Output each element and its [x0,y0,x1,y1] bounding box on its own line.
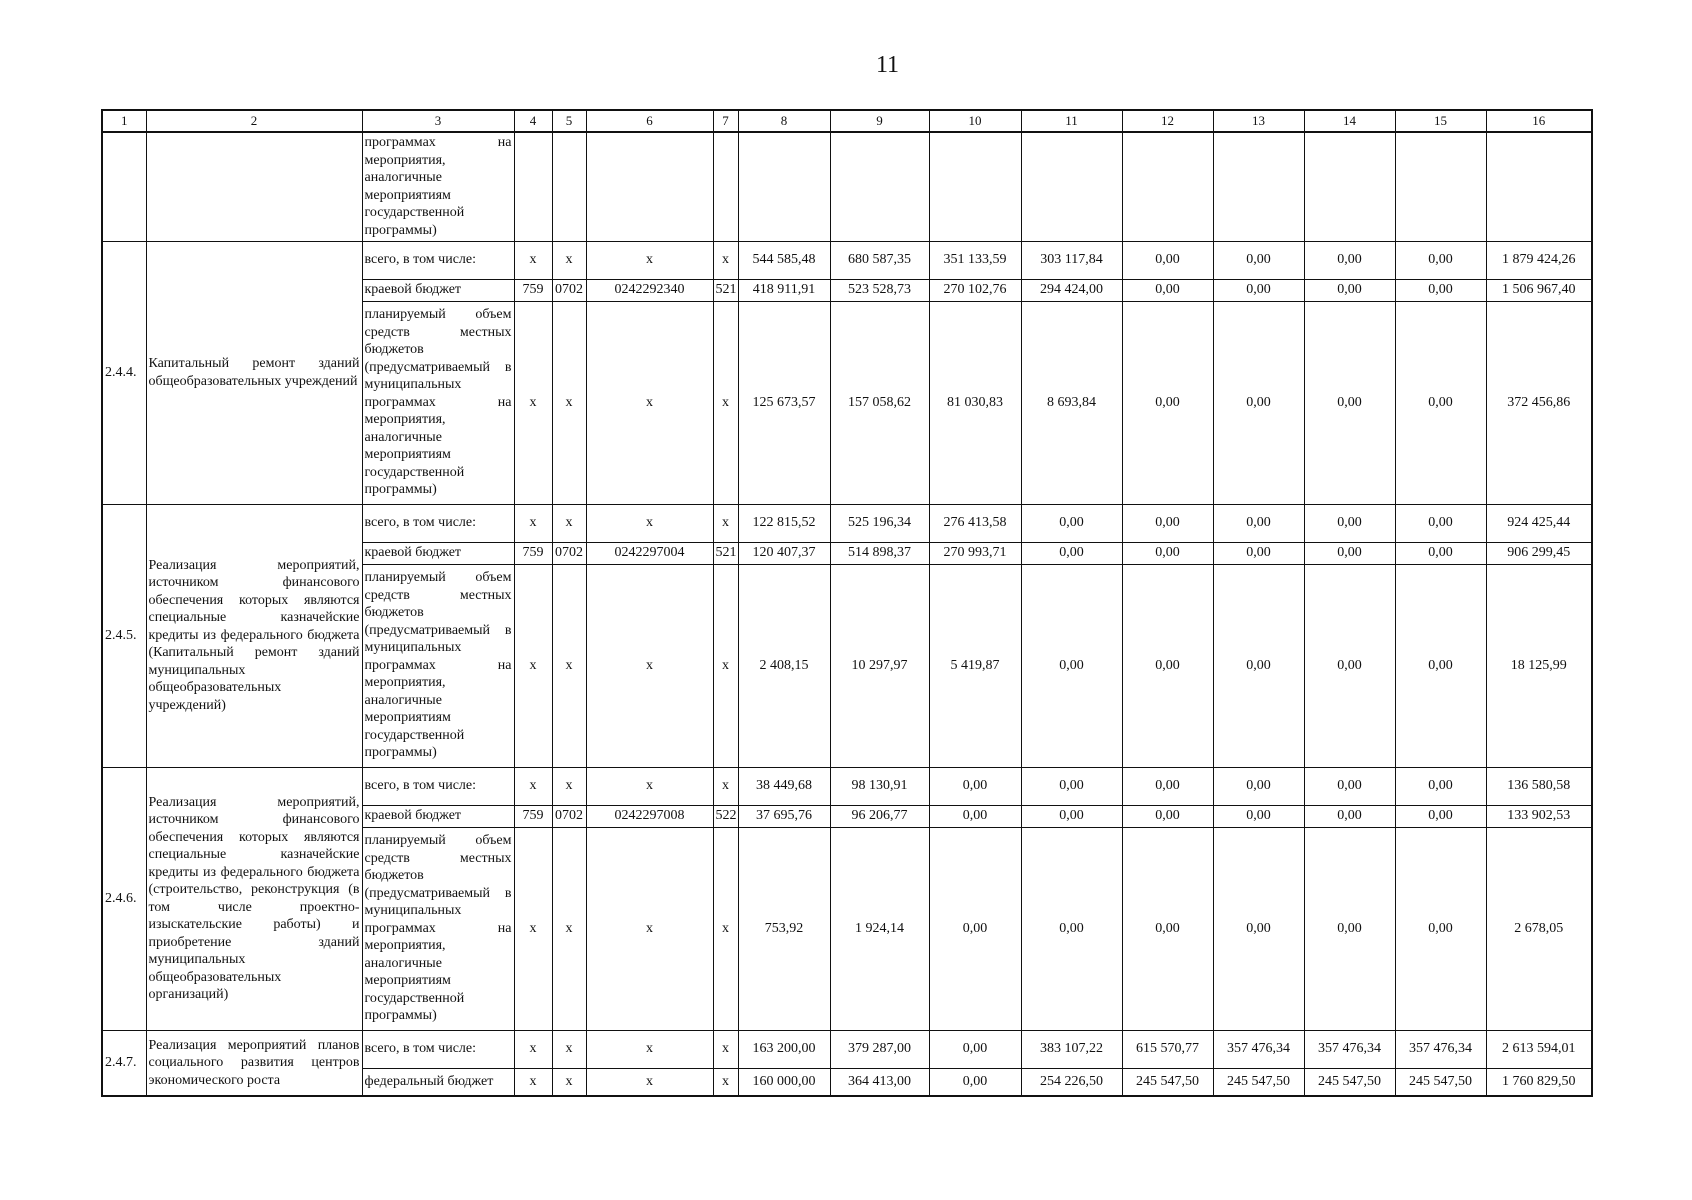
amount-cell: 0,00 [929,805,1021,827]
cell [713,132,738,241]
amount-cell: 0,00 [1213,564,1304,767]
amount-cell: 276 413,58 [929,504,1021,542]
amount-cell: 0,00 [1122,827,1213,1030]
expense-type-cell: х [713,301,738,504]
expense-type-cell: х [713,1068,738,1096]
amount-cell: 0,00 [1395,279,1486,301]
amount-cell: 0,00 [1122,564,1213,767]
funding-source-cell: программах на мероприятия, аналогичные мероприятиям государственной программы) [362,132,514,241]
item-name: Реализация мероприятий, источником финансового обеспечения которых являются специальные казначейские кредиты из федерального бюджета (Капитальный ремонт зданий муниципальных общеобразовательных учреждений) [146,504,362,767]
cell [1395,132,1486,241]
amount-cell: 0,00 [929,827,1021,1030]
item-code: 2.4.6. [102,767,146,1030]
target-article-cell: х [586,827,713,1030]
amount-cell: 0,00 [1021,805,1122,827]
item-name: Капитальный ремонт зданий общеобразовательных учреждений [146,241,362,504]
amount-cell: 0,00 [1395,301,1486,504]
amount-cell: 2 408,15 [738,564,830,767]
amount-cell: 81 030,83 [929,301,1021,504]
amount-cell: 18 125,99 [1486,564,1592,767]
expense-type-cell: х [713,241,738,279]
page-number: 11 [875,52,900,78]
amount-cell: 245 547,50 [1304,1068,1395,1096]
amount-cell: 245 547,50 [1122,1068,1213,1096]
funding-source-cell: всего, в том числе: [362,767,514,805]
amount-cell: 0,00 [1122,805,1213,827]
expense-type-cell: х [713,504,738,542]
amount-cell: 294 424,00 [1021,279,1122,301]
expense-type-cell: 521 [713,279,738,301]
budget-table [101,109,1593,1097]
funding-source-cell: всего, в том числе: [362,1030,514,1068]
amount-cell: 525 196,34 [830,504,929,542]
column-number-header: 13 [1213,110,1304,132]
amount-cell: 0,00 [1213,542,1304,564]
column-number-row [102,110,1592,132]
amount-cell: 303 117,84 [1021,241,1122,279]
amount-cell: 245 547,50 [1395,1068,1486,1096]
amount-cell: 372 456,86 [1486,301,1592,504]
amount-cell: 383 107,22 [1021,1030,1122,1068]
amount-cell: 270 993,71 [929,542,1021,564]
amount-cell: 0,00 [1213,241,1304,279]
expense-type-cell: х [713,827,738,1030]
target-article-cell: х [586,504,713,542]
grbs-cell: 759 [514,542,552,564]
column-number-header: 11 [1021,110,1122,132]
amount-cell: 0,00 [929,1030,1021,1068]
cell [1304,132,1395,241]
cell [1213,132,1304,241]
target-article-cell: 0242292340 [586,279,713,301]
amount-cell: 0,00 [1213,504,1304,542]
section-code-cell: х [552,827,586,1030]
amount-cell: 0,00 [929,1068,1021,1096]
section-code-cell: х [552,1068,586,1096]
item-code: 2.4.7. [102,1030,146,1096]
amount-cell: 0,00 [1213,279,1304,301]
amount-cell: 0,00 [1395,827,1486,1030]
amount-cell: 245 547,50 [1213,1068,1304,1096]
amount-cell: 0,00 [1395,542,1486,564]
column-number-header: 2 [146,110,362,132]
column-number-header: 16 [1486,110,1592,132]
amount-cell: 0,00 [1122,504,1213,542]
amount-cell: 8 693,84 [1021,301,1122,504]
amount-cell: 122 815,52 [738,504,830,542]
amount-cell: 157 058,62 [830,301,929,504]
amount-cell: 615 570,77 [1122,1030,1213,1068]
amount-cell: 0,00 [1395,504,1486,542]
funding-source-cell: планируемый объем средств местных бюджетов (предусматриваемый в муниципальных программах на мероприятия, аналогичные мероприятиям государственной программы) [362,564,514,767]
cell [586,132,713,241]
column-number-header: 14 [1304,110,1395,132]
amount-cell: 0,00 [1304,279,1395,301]
item-code: 2.4.5. [102,504,146,767]
continuation-row [102,132,1592,241]
amount-cell: 37 695,76 [738,805,830,827]
grbs-cell: х [514,301,552,504]
amount-cell: 160 000,00 [738,1068,830,1096]
amount-cell: 0,00 [1122,542,1213,564]
funding-source-cell: планируемый объем средств местных бюджетов (предусматриваемый в муниципальных программах на мероприятия, аналогичные мероприятиям государственной программы) [362,827,514,1030]
column-number-header: 6 [586,110,713,132]
amount-cell: 125 673,57 [738,301,830,504]
target-article-cell: х [586,301,713,504]
funding-source-cell: всего, в том числе: [362,504,514,542]
amount-cell: 0,00 [1304,301,1395,504]
cell [514,132,552,241]
amount-cell: 0,00 [1304,827,1395,1030]
grbs-cell: х [514,827,552,1030]
expense-type-cell: 522 [713,805,738,827]
table-row [102,241,1592,279]
section-code-cell: х [552,504,586,542]
amount-cell: 0,00 [929,767,1021,805]
funding-source-cell: всего, в том числе: [362,241,514,279]
amount-cell: 0,00 [1021,827,1122,1030]
expense-type-cell: х [713,564,738,767]
amount-cell: 680 587,35 [830,241,929,279]
amount-cell: 0,00 [1122,301,1213,504]
section-code-cell: 0702 [552,805,586,827]
amount-cell: 357 476,34 [1395,1030,1486,1068]
target-article-cell: х [586,1068,713,1096]
item-code: 2.4.4. [102,241,146,504]
amount-cell: 98 130,91 [830,767,929,805]
amount-cell: 0,00 [1213,827,1304,1030]
amount-cell: 0,00 [1395,805,1486,827]
funding-source-cell: планируемый объем средств местных бюджетов (предусматриваемый в муниципальных программах на мероприятия, аналогичные мероприятиям государственной программы) [362,301,514,504]
amount-cell: 1 924,14 [830,827,929,1030]
amount-cell: 0,00 [1213,805,1304,827]
grbs-cell: х [514,1068,552,1096]
grbs-cell: 759 [514,279,552,301]
column-number-header: 4 [514,110,552,132]
amount-cell: 351 133,59 [929,241,1021,279]
cell [102,132,146,241]
grbs-cell: х [514,504,552,542]
amount-cell: 270 102,76 [929,279,1021,301]
funding-source-cell: краевой бюджет [362,542,514,564]
grbs-cell: 759 [514,805,552,827]
cell [1122,132,1213,241]
target-article-cell: 0242297004 [586,542,713,564]
amount-cell: 364 413,00 [830,1068,929,1096]
section-code-cell: х [552,301,586,504]
section-code-cell: х [552,767,586,805]
column-number-header: 3 [362,110,514,132]
amount-cell: 0,00 [1304,504,1395,542]
amount-cell: 96 206,77 [830,805,929,827]
amount-cell: 0,00 [1395,564,1486,767]
column-number-header: 1 [102,110,146,132]
amount-cell: 0,00 [1021,504,1122,542]
target-article-cell: х [586,564,713,767]
column-number-header: 12 [1122,110,1213,132]
grbs-cell: х [514,767,552,805]
item-name: Реализация мероприятий планов социального развития центров экономического роста [146,1030,362,1096]
amount-cell: 0,00 [1122,241,1213,279]
grbs-cell: х [514,241,552,279]
amount-cell: 357 476,34 [1304,1030,1395,1068]
amount-cell: 136 580,58 [1486,767,1592,805]
amount-cell: 2 678,05 [1486,827,1592,1030]
section-code-cell: 0702 [552,542,586,564]
cell [1486,132,1592,241]
amount-cell: 0,00 [1213,301,1304,504]
section-code-cell: х [552,1030,586,1068]
amount-cell: 0,00 [1304,767,1395,805]
target-article-cell: х [586,1030,713,1068]
column-number-header: 10 [929,110,1021,132]
amount-cell: 0,00 [1304,805,1395,827]
amount-cell: 2 613 594,01 [1486,1030,1592,1068]
funding-source-cell: федеральный бюджет [362,1068,514,1096]
amount-cell: 906 299,45 [1486,542,1592,564]
amount-cell: 0,00 [1304,564,1395,767]
cell [552,132,586,241]
amount-cell: 418 911,91 [738,279,830,301]
amount-cell: 10 297,97 [830,564,929,767]
amount-cell: 0,00 [1021,564,1122,767]
column-number-header: 15 [1395,110,1486,132]
amount-cell: 0,00 [1304,542,1395,564]
section-code-cell: 0702 [552,279,586,301]
target-article-cell: 0242297008 [586,805,713,827]
item-name: Реализация мероприятий, источником финансового обеспечения которых являются специальные казначейские кредиты из федерального бюджета (строительство, реконструкция (в том числе проектно-изыскательские работы) и приобретение зданий муниципальных общеобразовательных организаций) [146,767,362,1030]
amount-cell: 133 902,53 [1486,805,1592,827]
amount-cell: 0,00 [1304,241,1395,279]
cell [929,132,1021,241]
amount-cell: 514 898,37 [830,542,929,564]
table-row [102,1030,1592,1068]
amount-cell: 924 425,44 [1486,504,1592,542]
section-code-cell: х [552,241,586,279]
amount-cell: 0,00 [1122,767,1213,805]
cell [830,132,929,241]
cell [738,132,830,241]
amount-cell: 544 585,48 [738,241,830,279]
target-article-cell: х [586,241,713,279]
expense-type-cell: х [713,767,738,805]
cell [146,132,362,241]
amount-cell: 38 449,68 [738,767,830,805]
column-number-header: 9 [830,110,929,132]
amount-cell: 379 287,00 [830,1030,929,1068]
expense-type-cell: х [713,1030,738,1068]
amount-cell: 1 506 967,40 [1486,279,1592,301]
amount-cell: 1 879 424,26 [1486,241,1592,279]
amount-cell: 5 419,87 [929,564,1021,767]
amount-cell: 0,00 [1021,767,1122,805]
table-row [102,767,1592,805]
column-number-header: 8 [738,110,830,132]
expense-type-cell: 521 [713,542,738,564]
grbs-cell: х [514,1030,552,1068]
amount-cell: 163 200,00 [738,1030,830,1068]
amount-cell: 753,92 [738,827,830,1030]
amount-cell: 357 476,34 [1213,1030,1304,1068]
cell [1021,132,1122,241]
amount-cell: 0,00 [1395,241,1486,279]
funding-source-cell: краевой бюджет [362,805,514,827]
grbs-cell: х [514,564,552,767]
amount-cell: 254 226,50 [1021,1068,1122,1096]
amount-cell: 1 760 829,50 [1486,1068,1592,1096]
amount-cell: 0,00 [1021,542,1122,564]
amount-cell: 523 528,73 [830,279,929,301]
table-row [102,504,1592,542]
column-number-header: 7 [713,110,738,132]
amount-cell: 0,00 [1122,279,1213,301]
amount-cell: 0,00 [1213,767,1304,805]
target-article-cell: х [586,767,713,805]
amount-cell: 120 407,37 [738,542,830,564]
column-number-header: 5 [552,110,586,132]
funding-source-cell: краевой бюджет [362,279,514,301]
amount-cell: 0,00 [1395,767,1486,805]
section-code-cell: х [552,564,586,767]
